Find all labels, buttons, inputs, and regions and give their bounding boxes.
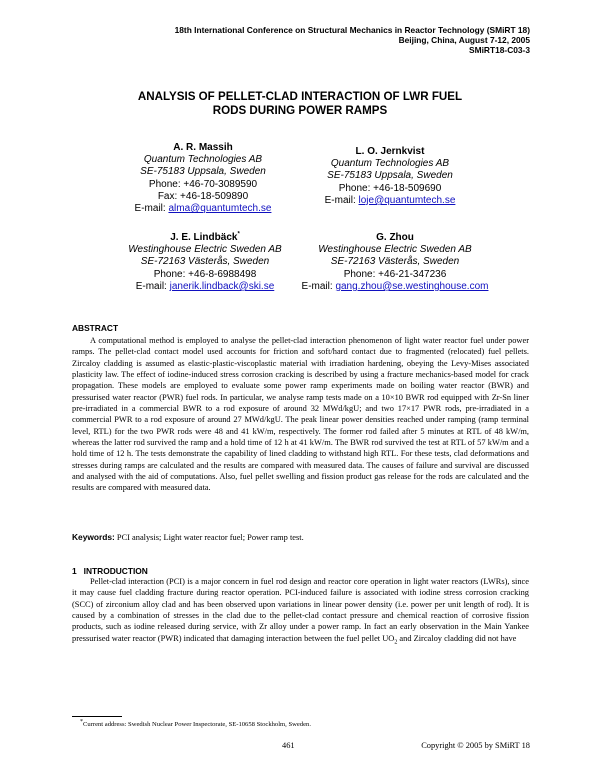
author-block — [108, 142, 298, 215]
title-line-1: ANALYSIS OF PELLET-CLAD INTERACTION OF LWR FUEL — [137, 90, 463, 103]
email-link[interactable]: gang.zhou@se.westinghouse.com — [335, 280, 489, 292]
author-address: SE-72163 Västerås, Sweden — [140, 256, 270, 268]
footnote — [80, 718, 311, 728]
paper-title — [0, 90, 600, 117]
footnote-marker: * — [80, 718, 83, 725]
section-heading — [72, 566, 148, 576]
author-address: SE-75183 Uppsala, Sweden — [327, 170, 453, 182]
intro-subscript: 2 — [394, 639, 398, 646]
email-label: E-mail: — [324, 194, 356, 206]
footnote-text: Current address: Swedish Nuclear Power Inspectorate, SE-10658 Stockholm, Sweden. — [83, 721, 311, 728]
author-phone: Phone: +46-8-6988498 — [153, 268, 257, 280]
page-number: 461 — [282, 741, 295, 750]
author-phone: Phone: +46-18-509690 — [338, 182, 442, 194]
intro-text-part-1: Pellet-clad interaction (PCI) is a major concern in fuel rod design and reactor core operation in light water reactors (LWRs), since it may cause fuel cladding fracture during reactor operation. PCI-induced failure is associated with iodine stress corrosion cracking (SCC) of zirconium alloy clad and has been observed upon variations in linear power density (i.e. power per unit length of rod). It is caused by a combination of stresses in the clad due to the pellet-clad contact pressure and chemical reaction of corrosive fission products, such as iodine released during service, with Zr alloy under a power ramp. In fact an early observation in the Main Yankee pressurised water reactor (PWR) indicated that damaging interaction between the fuel pellet UO — [72, 577, 529, 643]
author-organization: Quantum Technologies AB — [143, 154, 263, 166]
author-block — [290, 232, 500, 293]
section-title: INTRODUCTION — [83, 566, 148, 576]
author-block — [100, 232, 310, 293]
intro-text-part-2: and Zircaloy cladding did not have — [397, 633, 517, 643]
introduction-text — [72, 576, 529, 649]
email-link[interactable]: alma@quantumtech.se — [168, 203, 272, 215]
header-line-3: SMiRT18-C03-3 — [469, 45, 530, 55]
author-name: A. R. Massih — [173, 142, 233, 153]
footnote-marker: * — [237, 231, 240, 238]
introduction-body — [72, 576, 529, 649]
author-organization: Westinghouse Electric Sweden AB — [318, 244, 472, 256]
abstract-body — [72, 335, 529, 494]
abstract-text: A computational method is employed to analyse the pellet-clad interaction phenomenon of light water reactor fuel under power ramps. The pellet-clad contact model used accounts for friction and soft/hard contact due to fragmented (relocated) fuel pellets. Zircaloy cladding is assumed as elastic-plastic-viscoplastic material with irradiation hardening, obeying the Levy-Mises associated plasticity law. The effect of iodine-induced stress corrosion cracking is described by using a fracture mechanics-based model for crack propagation. These models are employed to evaluate some power ramp experiments made on boiling water reactor (BWR) and pressurised water reactor (PWR) fuel rods. In particular, we analyse ramp tests made on a 10×10 BWR rod equipped with Zr-Sn liner pre-irradiated in a commercial BWR to a rod exposure of around 32 MWd/kgU; and two 17×17 PWR rods, pre-irradiated in a commercial PWR to a rod exposure of around 27 MWd/kgU. The peak linear power densities reached under ramping (ramp terminal level, RTL) for the two PWR rods were 48 and 41 kW/m, respectively. The former rod failed after 5 minutes at RTL of 48 kW/m, whereas the latter rod survived the ramp and a hold time of 12 h at 41 kW/m. The BWR rod survived the test at RTL of 57 kW/m and a hold time of 12 h. The tests demonstrate the capability of lined cladding to withstand high RTL. For these tests, clad deformations and stresses during ramps are calculated and the results are compared with measured data. The causes of failure and survival are discussed and analysed with the aid of computations. Also, fuel pellet swelling and fission product gas release for the rods are calculated and the results are compared with measured data. — [72, 336, 529, 493]
email-link[interactable]: loje@quantumtech.se — [358, 194, 456, 206]
author-fax: Fax: +46-18-509890 — [157, 190, 249, 202]
conference-header — [175, 25, 530, 55]
keywords-text: PCI analysis; Light water reactor fuel; Power ramp test. — [116, 533, 304, 542]
author-name: J. E. Lindbäck — [170, 232, 238, 243]
author-email-line — [290, 281, 500, 293]
abstract-heading: ABSTRACT — [72, 323, 119, 333]
author-name: L. O. Jernkvist — [355, 146, 425, 157]
title-line-2: RODS DURING POWER RAMPS — [212, 103, 388, 117]
author-phone: Phone: +46-70-3089590 — [148, 178, 258, 190]
author-address: SE-75183 Uppsala, Sweden — [140, 166, 266, 178]
header-line-1: 18th International Conference on Structural Mechanics in Reactor Technology (SMiRT 18) — [174, 25, 530, 35]
author-email-line — [108, 203, 298, 215]
author-phone: Phone: +46-21-347236 — [343, 268, 447, 280]
header-line-2: Beijing, China, August 7-12, 2005 — [398, 35, 530, 45]
email-label: E-mail: — [301, 280, 333, 292]
email-link[interactable]: janerik.lindback@ski.se — [169, 280, 275, 292]
section-number: 1 — [72, 566, 77, 576]
author-name-line — [100, 232, 310, 244]
author-email-line — [290, 195, 490, 207]
footnote-rule — [72, 716, 122, 717]
author-organization: Westinghouse Electric Sweden AB — [128, 244, 282, 256]
author-block — [290, 146, 490, 207]
email-label: E-mail: — [134, 203, 166, 215]
email-label: E-mail: — [135, 280, 167, 292]
author-address: SE-72163 Västerås, Sweden — [330, 256, 460, 268]
author-organization: Quantum Technologies AB — [330, 158, 450, 170]
keywords-label: Keywords: — [72, 532, 115, 542]
keywords-line — [72, 532, 529, 542]
copyright-notice: Copyright © 2005 by SMiRT 18 — [421, 741, 530, 750]
author-name: G. Zhou — [376, 232, 414, 243]
author-email-line — [100, 281, 310, 293]
